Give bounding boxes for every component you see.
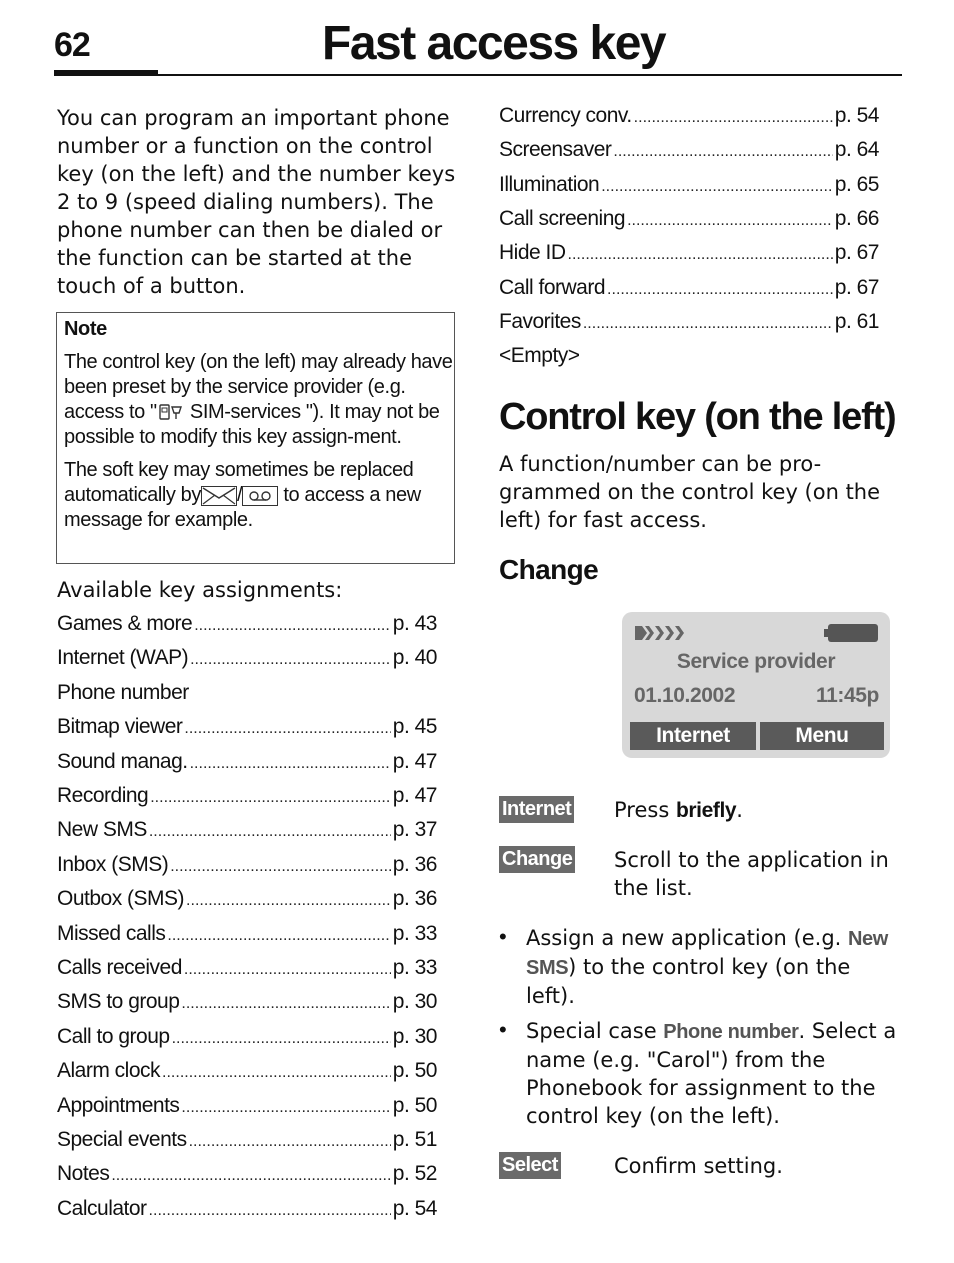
step-internet-text	[614, 796, 904, 825]
list-item-label: Screensaver	[499, 138, 612, 162]
leader-dots	[190, 646, 391, 670]
list-item-label: Special events	[57, 1128, 187, 1151]
menu-softkey[interactable]: Menu	[760, 722, 884, 750]
page-reference: p. 33	[392, 921, 437, 945]
list-item	[57, 1197, 437, 1225]
list-item-label: Calculator	[57, 1196, 147, 1220]
list-item-label: Illumination	[499, 172, 600, 196]
list-item	[57, 750, 437, 778]
page-reference: p. 50	[392, 1059, 437, 1083]
change-heading: Change	[499, 554, 599, 585]
list-item-label: Missed calls	[57, 921, 166, 945]
leader-dots	[150, 784, 391, 808]
leader-dots	[162, 1059, 391, 1083]
list-item	[499, 344, 879, 372]
list-item	[57, 1094, 437, 1122]
list-item	[57, 887, 437, 915]
list-item-label: Alarm clock	[57, 1059, 161, 1083]
list-item	[499, 207, 879, 235]
list-item	[57, 1128, 437, 1156]
list-item	[499, 173, 879, 201]
battery-icon	[828, 624, 878, 642]
list-item	[499, 104, 879, 132]
page-reference: p. 45	[392, 715, 437, 739]
bullet-text: Special case	[526, 1019, 664, 1043]
list-item	[499, 138, 879, 166]
list-item-label: Outbox (SMS)	[57, 887, 185, 911]
menu-term: Phone number	[663, 1021, 799, 1043]
leader-dots	[607, 276, 833, 300]
note-text: to access a new message for example.	[64, 484, 421, 531]
list-item	[57, 681, 437, 709]
list-item-label: Call screening	[499, 206, 626, 230]
header-rule-accent	[54, 70, 158, 76]
page-reference: p. 61	[834, 309, 879, 333]
list-item-label: <Empty>	[499, 344, 580, 368]
leader-dots	[181, 990, 390, 1014]
leader-dots	[111, 1162, 390, 1186]
menu-term: New SMS	[526, 928, 888, 979]
bullet-text: ) to the control key (on the left).	[526, 955, 851, 1008]
step-text: Press	[614, 798, 676, 822]
list-item-label: Bitmap viewer	[57, 715, 183, 739]
leader-dots	[601, 173, 833, 197]
page-reference: p. 64	[834, 138, 879, 162]
bullet-assign	[526, 924, 898, 1010]
list-item-label: Appointments	[57, 1093, 180, 1117]
list-item	[57, 715, 437, 743]
change-key[interactable]: Change	[499, 846, 575, 873]
signal-strength-icon	[634, 624, 688, 642]
voicemail-icon	[242, 486, 278, 506]
page-reference: p. 54	[834, 104, 879, 127]
list-item-label: Sound manag.	[57, 749, 188, 773]
header-rule	[54, 74, 902, 76]
page-reference: p. 52	[392, 1162, 437, 1186]
leader-dots	[186, 887, 391, 911]
list-item	[57, 784, 437, 812]
phone-display	[622, 612, 890, 758]
list-item	[57, 922, 437, 950]
note-text: The control key (on the left) may already have been preset by the service provider (e.g. access to "	[64, 351, 453, 423]
bullet-marker: •	[499, 924, 507, 949]
leader-dots	[189, 1128, 391, 1152]
page-reference: p. 43	[392, 612, 437, 635]
internet-softkey[interactable]: Internet	[630, 722, 756, 750]
leader-dots	[172, 1025, 391, 1049]
select-key[interactable]: Select	[499, 1152, 561, 1179]
list-item-label: Notes	[57, 1162, 110, 1186]
page-reference: p. 47	[392, 784, 437, 807]
page-reference: p. 40	[392, 646, 437, 670]
leader-dots	[583, 310, 833, 334]
list-item	[57, 956, 437, 984]
available-assignments-label: Available key assignments:	[57, 578, 343, 602]
page-number: 62	[54, 26, 90, 64]
list-item-label: Recording	[57, 784, 149, 807]
list-item-label: Calls received	[57, 956, 182, 979]
envelope-icon	[201, 486, 237, 506]
step-text: .	[736, 798, 743, 822]
list-item-label: Internet (WAP)	[57, 646, 189, 670]
list-item	[57, 1162, 437, 1190]
list-item-label: Call to group	[57, 1024, 170, 1048]
note-box	[56, 312, 455, 564]
sim-services-icon	[157, 403, 185, 423]
page-reference: p. 36	[392, 852, 437, 876]
list-item-label: Games & more	[57, 612, 193, 635]
page-reference: p. 47	[392, 749, 437, 773]
step-select-text: Confirm setting.	[614, 1154, 783, 1178]
leader-dots	[613, 138, 832, 162]
list-item-label: New SMS	[57, 818, 147, 842]
page-title: Fast access key	[322, 17, 666, 70]
list-item-label: Phone number	[57, 680, 189, 704]
note-text: The soft key may sometimes be replaced automatically by	[64, 459, 414, 506]
list-item-label: Call forward	[499, 275, 606, 299]
list-item	[57, 1059, 437, 1087]
leader-dots	[170, 853, 391, 877]
list-item	[57, 1025, 437, 1053]
note-paragraph-1	[64, 350, 454, 450]
list-item	[57, 818, 437, 846]
list-item-label: Inbox (SMS)	[57, 852, 169, 876]
leader-dots	[190, 750, 391, 774]
page-reference: p. 66	[834, 206, 879, 230]
leader-dots	[149, 818, 391, 842]
list-item	[57, 612, 437, 640]
section-intro: A function/number can be pro-grammed on the control key (on the left) for fast access.	[499, 452, 881, 532]
leader-dots	[184, 956, 391, 980]
note-paragraph-2	[64, 458, 454, 533]
page-reference: p. 37	[392, 818, 437, 842]
list-item	[499, 276, 879, 304]
list-item	[57, 646, 437, 674]
leader-dots	[627, 207, 833, 231]
step-change-text: Scroll to the application in the list.	[614, 848, 889, 900]
leader-dots	[167, 922, 390, 946]
list-item	[57, 990, 437, 1018]
leader-dots	[181, 1094, 390, 1118]
display-date: 01.10.2002	[634, 684, 736, 707]
page-reference: p. 30	[392, 1024, 437, 1048]
bullet-special-case	[526, 1017, 898, 1130]
bullet-text: Assign a new application (e.g.	[526, 926, 849, 950]
note-text: SIM-services "). It may not be possible to modify this key assign-ment.	[64, 401, 440, 448]
leader-dots	[568, 241, 833, 265]
list-item-label: SMS to group	[57, 990, 180, 1014]
display-time: 11:45p	[816, 684, 879, 707]
bullet-marker: •	[499, 1017, 507, 1042]
page-reference: p. 67	[834, 275, 879, 299]
provider-name: Service provider	[676, 650, 836, 673]
section-title: Control key (on the left)	[499, 396, 896, 438]
page-reference: p. 50	[392, 1093, 437, 1117]
leader-dots	[149, 1197, 391, 1221]
leader-dots	[184, 715, 390, 739]
page-reference: p. 30	[392, 990, 437, 1014]
internet-key[interactable]: Internet	[499, 796, 574, 823]
list-item	[499, 310, 879, 338]
page-reference: p. 33	[392, 956, 437, 979]
list-item-label: Favorites	[499, 309, 581, 333]
note-title: Note	[64, 318, 107, 340]
page-reference: p. 65	[834, 172, 879, 196]
page-reference: p. 54	[392, 1196, 437, 1220]
bullet-text: . Select a name (e.g. "Carol") from the Phonebook for assignment to the control key (on the left).	[526, 1019, 897, 1128]
list-item	[499, 241, 879, 269]
list-item-label: Hide ID	[499, 241, 566, 265]
leader-dots	[194, 612, 391, 636]
step-text-bold: briefly	[675, 799, 737, 822]
list-item	[57, 853, 437, 881]
note-text: /	[237, 484, 243, 506]
leader-dots	[634, 104, 833, 128]
intro-paragraph: You can program an important phone number or a function on the control key (on the left) and the number keys 2 to 9 (speed dialing numbers). The phone number can then be dialed or the function can be started at the touch of a button.	[57, 106, 456, 298]
page-reference: p. 36	[392, 887, 437, 911]
list-item-label: Currency conv.	[499, 104, 632, 127]
page-reference: p. 51	[392, 1128, 437, 1151]
page-reference: p. 67	[834, 241, 879, 265]
